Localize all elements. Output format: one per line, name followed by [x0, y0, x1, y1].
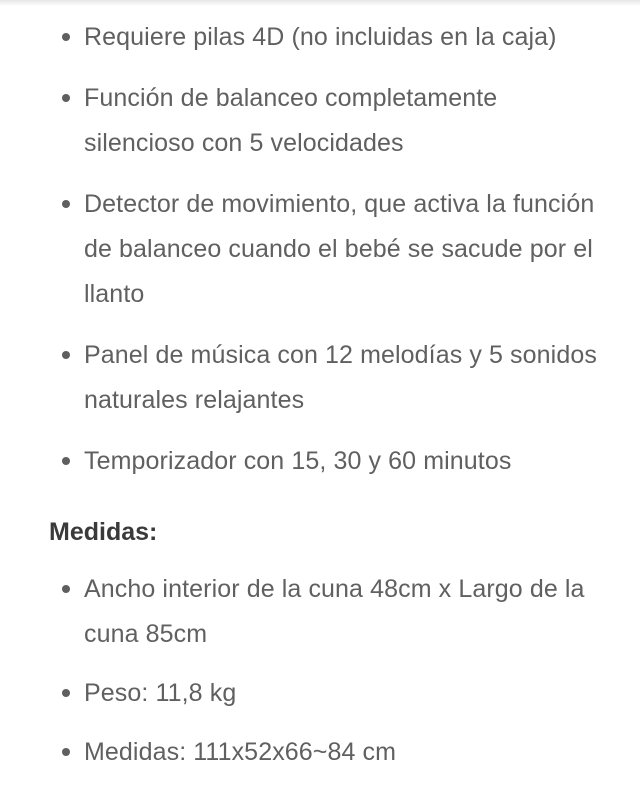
list-item-text: Detector de movimiento, que activa la función de balanceo cuando el bebé se sacude por el llanto [84, 190, 595, 308]
list-item-text: Panel de música con 12 melodías y 5 sonidos naturales relajantes [84, 341, 597, 414]
measures-heading: Medidas: [49, 518, 158, 546]
bullet-icon [62, 585, 70, 593]
measures-list [0, 567, 640, 789]
list-item [0, 76, 640, 166]
bullet-icon [62, 748, 70, 756]
bullet-icon [62, 94, 70, 102]
list-item-text: Requiere pilas 4D (no incluidas en la caja) [84, 23, 557, 51]
list-item [0, 439, 640, 484]
bullet-icon [62, 351, 70, 359]
list-item [0, 671, 640, 716]
bullet-icon [62, 33, 70, 41]
list-item [0, 567, 640, 657]
top-divider-shadow [0, 0, 640, 6]
bullet-icon [62, 200, 70, 208]
list-item [0, 15, 640, 60]
bullet-icon [62, 689, 70, 697]
features-list [0, 15, 640, 500]
list-item-text: Medidas: 111x52x66~84 cm [84, 738, 397, 766]
list-item [0, 333, 640, 423]
bullet-icon [62, 457, 70, 465]
list-item [0, 730, 640, 775]
list-item-text: Ancho interior de la cuna 48cm x Largo de la cuna 85cm [84, 575, 585, 648]
list-item-text: Peso: 11,8 kg [84, 679, 237, 707]
list-item-text: Temporizador con 15, 30 y 60 minutos [84, 447, 512, 475]
list-item [0, 182, 640, 317]
list-item-text: Función de balanceo completamente silencioso con 5 velocidades [84, 84, 498, 157]
